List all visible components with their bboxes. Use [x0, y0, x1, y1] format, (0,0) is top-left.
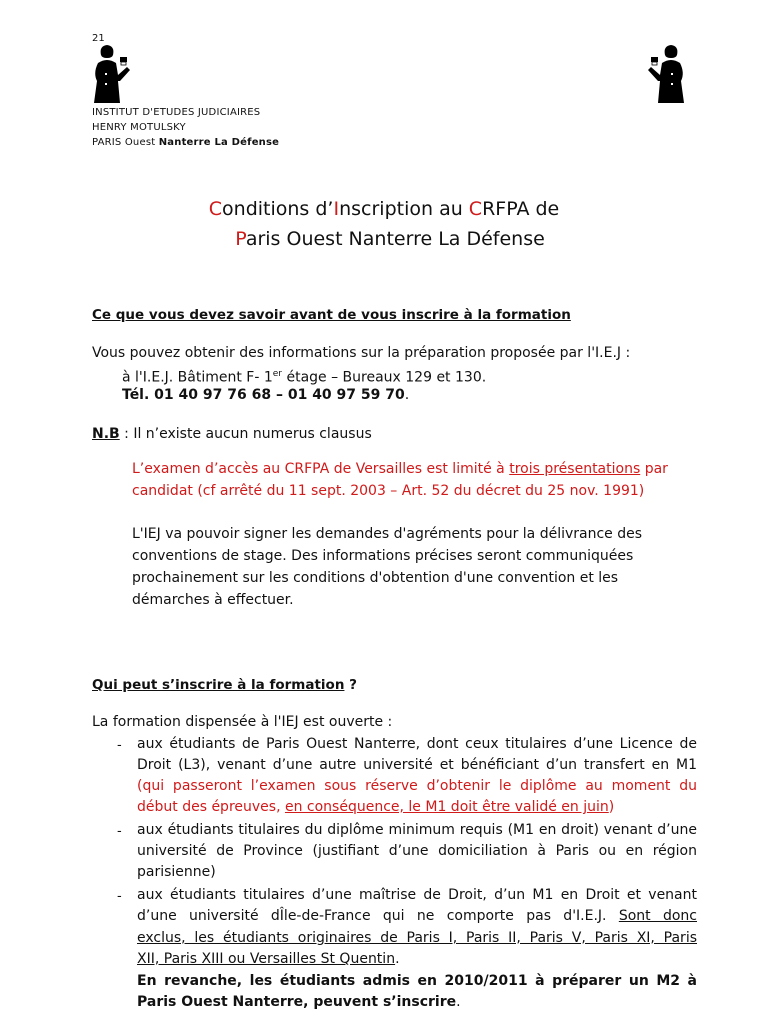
bullet2-line1: aux étudiants titulaires du diplôme minimum requis (M1 en droit) venant d’une — [137, 822, 697, 838]
section2-heading: Qui peut s’inscrire à la formation ? — [92, 677, 357, 693]
section1-stage-line3: prochainement sur les conditions d'obtention d'une convention et les — [132, 570, 619, 586]
institute-location: PARIS Ouest Nanterre La Défense — [92, 137, 280, 148]
section1-stage-line2: conventions de stage. Des informations précises seront communiquées — [132, 548, 634, 564]
bullet3-line5: En revanche, les étudiants admis en 2010/2011 à préparer un M2 à — [137, 973, 697, 989]
bullet-dash-3: - — [117, 889, 122, 904]
section1-heading: Ce que vous devez savoir avant de vous inscrire à la formation — [92, 307, 571, 323]
bullet3-line2: d’une université dÎle-de-France qui ne comporte pas d'I.E.J. Sont donc — [137, 908, 697, 924]
section1-red-note-line2: candidat (cf arrêté du 11 sept. 2003 – Art. 52 du décret du 25 nov. 1991) — [132, 483, 645, 499]
institute-header — [92, 105, 279, 150]
section1-nb: N.B : Il n’existe aucun numerus clausus — [92, 426, 372, 442]
document-title-line2: Paris Ouest Nanterre La Défense — [235, 228, 545, 250]
bullet1-line1: aux étudiants de Paris Ouest Nanterre, dont ceux titulaires d’une Licence de — [137, 736, 697, 752]
section2-intro: La formation dispensée à l'IEJ est ouverte : — [92, 714, 393, 730]
bullet3-line4: XII, Paris XIII ou Versailles St Quentin. — [137, 951, 400, 967]
bullet3-line3: exclus, les étudiants originaires de Paris I, Paris II, Paris V, Paris XI, Paris — [137, 930, 697, 946]
section1-red-note-line1: L’examen d’accès au CRFPA de Versailles est limité à trois présentations par — [132, 461, 668, 477]
section1-intro: Vous pouvez obtenir des informations sur la préparation proposée par l'I.E.J : — [92, 345, 631, 361]
orator-logo-right-icon — [648, 43, 688, 105]
bullet3-line1: aux étudiants titulaires d’une maîtrise de Droit, d’un M1 en Droit et venant — [137, 887, 697, 903]
bullet1-line3: (qui passeront l’examen sous réserve d’obtenir le diplôme au moment du — [137, 778, 697, 794]
bullet-dash-1: - — [117, 738, 122, 753]
bullet2-line3: parisienne) — [137, 864, 216, 880]
section1-stage-line4: démarches à effectuer. — [132, 592, 294, 608]
section1-stage-line1: L'IEJ va pouvoir signer les demandes d'agréments pour la délivrance des — [132, 526, 643, 542]
bullet1-line2: Droit (L3), venant d’une autre université et bénéficiant d’un transfert en M1 — [137, 757, 697, 773]
bullet2-line2: université de Province (justifiant d’une domiciliation à Paris ou en région — [137, 843, 697, 859]
institute-name: INSTITUT D'ETUDES JUDICIAIRES — [92, 107, 261, 118]
bullet-dash-2: - — [117, 824, 122, 839]
bullet3-line6: Paris Ouest Nanterre, peuvent s’inscrire. — [137, 994, 461, 1010]
section1-telephone: Tél. 01 40 97 76 68 – 01 40 97 59 70. — [122, 387, 410, 403]
bullet1-line4: début des épreuves, en conséquence, le M1 doit être validé en juin) — [137, 799, 615, 815]
document-title-line1: Conditions d’Inscription au CRFPA de — [208, 198, 560, 220]
page-number: 21 — [92, 33, 105, 44]
orator-logo-left-icon — [90, 43, 130, 105]
section1-address: à l'I.E.J. Bâtiment F- 1er étage – Bureaux 129 et 130. — [122, 369, 487, 386]
institute-person: HENRY MOTULSKY — [92, 122, 186, 133]
